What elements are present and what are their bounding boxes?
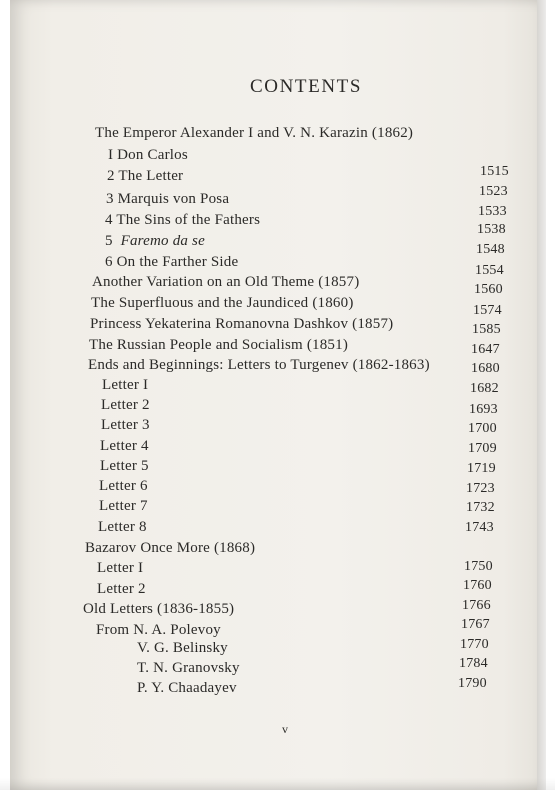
toc-entry: 2 The Letter	[107, 168, 184, 184]
toc-entry: The Emperor Alexander I and V. N. Karazin (1862)	[95, 125, 414, 141]
toc-entry: Letter 6	[99, 478, 148, 494]
page-number: 1560	[474, 282, 503, 297]
page-number: 1647	[471, 342, 500, 357]
page-number: 1743	[465, 520, 494, 535]
toc-entry: From N. A. Polevoy	[96, 622, 221, 638]
toc-entry: Letter 7	[99, 498, 148, 514]
page-bottom-shadow	[0, 778, 555, 790]
toc-entry: T. N. Granovsky	[137, 660, 240, 676]
page-number: 1515	[480, 164, 509, 179]
toc-entry: Letter 8	[98, 519, 147, 535]
contents-heading: CONTENTS	[250, 76, 363, 97]
toc-entry: Princess Yekaterina Romanovna Dashkov (1857)	[90, 316, 394, 332]
page-number: 1693	[469, 402, 498, 417]
page-number: 1682	[470, 381, 499, 396]
toc-entry: Old Letters (1836-1855)	[83, 601, 235, 617]
toc-entry-title: Faremo da se	[120, 233, 205, 249]
toc-entry: Letter I	[97, 560, 144, 576]
page-number: 1533	[478, 204, 507, 219]
page-number: 1766	[462, 598, 491, 613]
toc-entry: Bazarov Once More (1868)	[85, 540, 256, 556]
page-number: 1700	[468, 421, 497, 436]
toc-entry: Letter 5	[100, 458, 149, 474]
page-number: 1784	[459, 656, 488, 671]
page-number: 1790	[458, 676, 487, 691]
folio: v	[282, 722, 288, 736]
page-number: 1732	[466, 500, 495, 515]
page-number: 1750	[464, 559, 493, 574]
toc-entry: P. Y. Chaadayev	[137, 680, 237, 696]
page-number: 1554	[475, 263, 504, 278]
page-number: 1585	[472, 322, 501, 337]
toc-entry: Ends and Beginnings: Letters to Turgenev (1862-1863)	[88, 357, 430, 373]
page-number: 1719	[467, 461, 496, 476]
page-number: 1538	[477, 222, 506, 237]
page-edge	[537, 0, 546, 790]
page-number: 1574	[473, 303, 502, 318]
toc-entry: 4 The Sins of the Fathers	[105, 212, 261, 228]
toc-entry: V. G. Belinsky	[137, 640, 228, 656]
page-number: 1709	[468, 441, 497, 456]
toc-entry: The Superfluous and the Jaundiced (1860)	[91, 295, 354, 311]
toc-entry	[105, 232, 205, 250]
page-number: 1767	[461, 617, 490, 632]
page-number: 1680	[471, 361, 500, 376]
page-number: 1548	[476, 242, 505, 257]
toc-entry: I Don Carlos	[108, 147, 188, 163]
page-number: 1770	[460, 637, 489, 652]
page-number: 1523	[479, 184, 508, 199]
toc-entry: Letter 3	[101, 417, 150, 433]
page-number: 1723	[466, 481, 495, 496]
page-number: 1760	[463, 578, 492, 593]
toc-entry: Letter 4	[100, 438, 149, 454]
toc-entry: Letter 2	[97, 581, 146, 597]
toc-entry: 3 Marquis von Posa	[106, 191, 230, 207]
toc-entry: Letter 2	[101, 397, 150, 413]
toc-entry: Another Variation on an Old Theme (1857)	[92, 274, 360, 290]
toc-entry: The Russian People and Socialism (1851)	[89, 337, 349, 353]
toc-entry-number: 5	[105, 233, 113, 249]
toc-entry: 6 On the Farther Side	[105, 254, 239, 270]
toc-entry: Letter I	[102, 377, 149, 393]
